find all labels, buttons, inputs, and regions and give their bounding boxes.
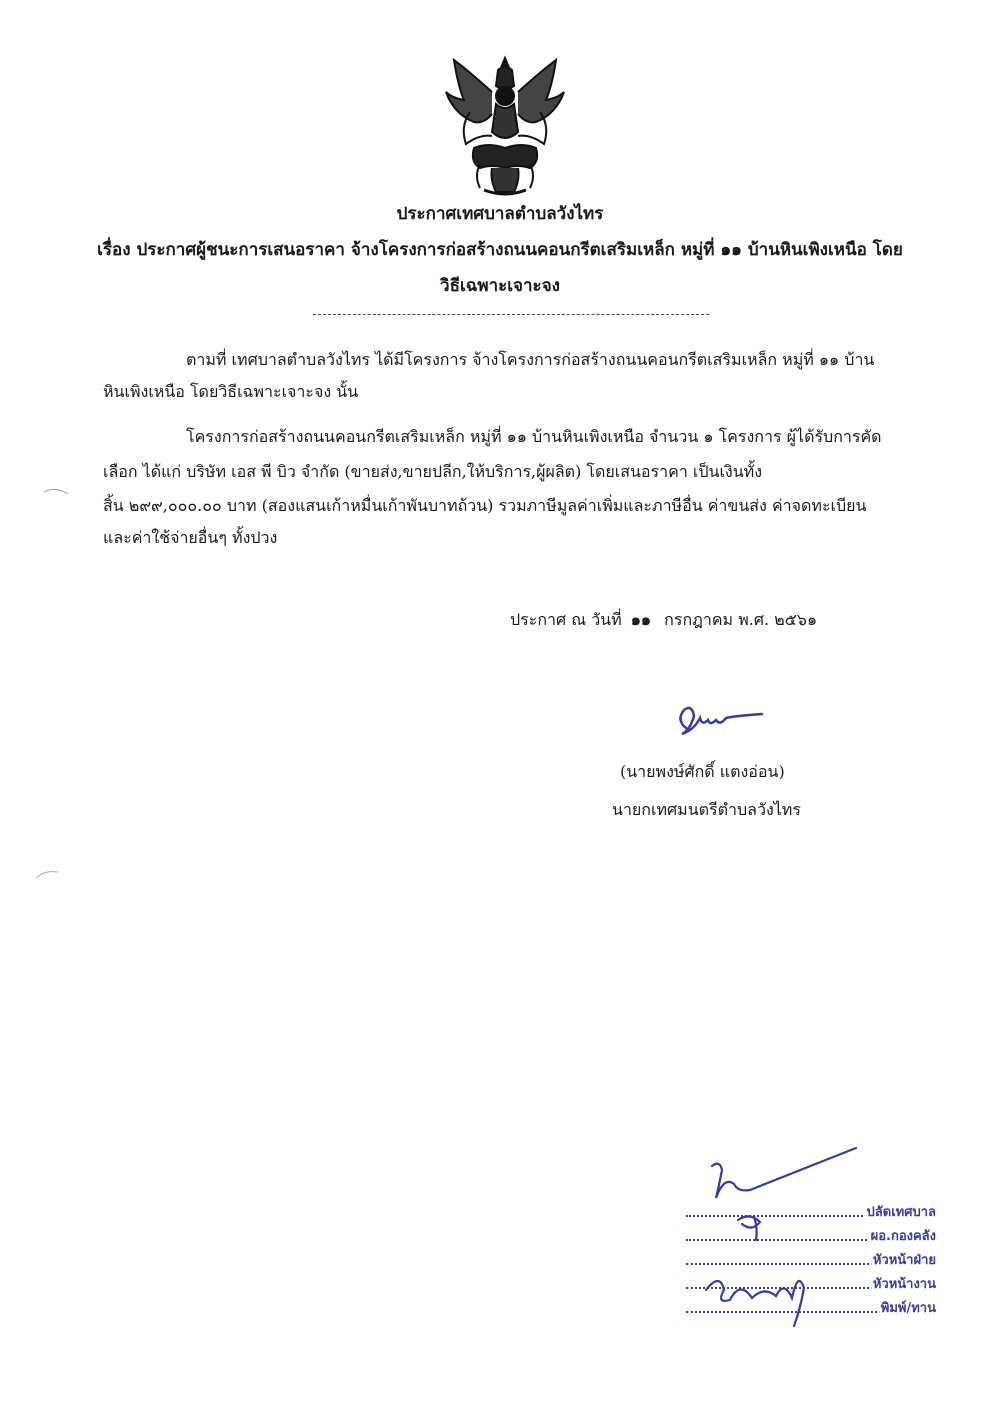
paragraph-1-line-1: ตามที่ เทศบาลตำบลวังไทร ได้มีโครงการ จ้างโครงการก่อสร้างถนนคอนกรีตเสริมเหล็ก หมู่ที่ ๑๑ บ้าน — [186, 350, 875, 369]
signer-position: นายกเทศมนตรีตำบลวังไทร — [612, 800, 801, 819]
date-month-year: กรกฎาคม พ.ศ. ๒๕๖๑ — [664, 610, 818, 629]
garuda-emblem-icon — [440, 52, 570, 198]
announcement-date — [510, 608, 817, 633]
signature-dotted-line — [686, 1311, 877, 1313]
scan-mark-icon — [34, 868, 62, 880]
routing-row — [686, 1294, 936, 1318]
paragraph-1-line-2: หินเพิงเหนือ โดยวิธีเฉพาะเจาะจง นั้น — [103, 382, 359, 401]
routing-role-label: ผอ.กองคลัง — [870, 1229, 936, 1244]
routing-role-label: ปลัดเทศบาล — [866, 1205, 936, 1220]
routing-row — [686, 1270, 936, 1294]
signature-dotted-line — [686, 1239, 867, 1241]
subject-line-1: เรื่อง ประกาศผู้ชนะการเสนอราคา จ้างโครงการก่อสร้างถนนคอนกรีตเสริมเหล็ก หมู่ที่ ๑๑ บ้านหินเพิงเหนือ โดย — [97, 240, 903, 260]
paragraph-2-line-1: โครงการก่อสร้างถนนคอนกรีตเสริมเหล็ก หมู่ที่ ๑๑ บ้านหินเพิงเหนือ จำนวน ๑ โครงการ ผู้ได้รับการคัด — [186, 427, 882, 446]
scan-mark-icon — [42, 484, 70, 496]
routing-role-label: หัวหน้างาน — [872, 1277, 936, 1292]
signature-dotted-line — [686, 1215, 863, 1217]
paragraph-2-line-4: และค่าใช้จ่ายอื่นๆ ทั้งปวง — [103, 528, 278, 547]
routing-row — [686, 1198, 936, 1222]
dashed-divider — [313, 314, 709, 315]
routing-role-label: พิมพ์/ทาน — [880, 1301, 936, 1316]
mayor-signature-icon — [672, 700, 768, 740]
paragraph-2-line-2: เลือก ได้แก่ บริษัท เอส พี บิว จำกัด (ขายส่ง,ขายปลีก,ให้บริการ,ผู้ผลิต) โดยเสนอราคา เป็นเงินทั้ง — [103, 462, 763, 481]
signature-dotted-line — [686, 1287, 869, 1289]
signature-dotted-line — [686, 1263, 869, 1265]
routing-role-label: หัวหน้าฝ่าย — [872, 1253, 936, 1268]
routing-row — [686, 1246, 936, 1270]
subject-line-2: วิธีเฉพาะเจาะจง — [440, 276, 560, 296]
date-day: ๑๑ — [630, 610, 652, 629]
date-prefix: ประกาศ ณ วันที่ — [510, 610, 622, 629]
office-heading: ประกาศเทศบาลตำบลวังไทร — [396, 204, 604, 224]
routing-row — [686, 1222, 936, 1246]
routing-stamp — [686, 1198, 936, 1318]
signer-name: (นายพงษ์ศักดิ์ แตงอ่อน) — [620, 762, 785, 781]
paragraph-2-line-3: สิ้น ๒๙๙,๐๐๐.๐๐ บาท (สองแสนเก้าหมื่นเก้าพันบาทถ้วน) รวมภาษีมูลค่าเพิ่มและภาษีอื่น ค่าขนส่ง ค่าจดทะเบียน — [103, 496, 867, 515]
